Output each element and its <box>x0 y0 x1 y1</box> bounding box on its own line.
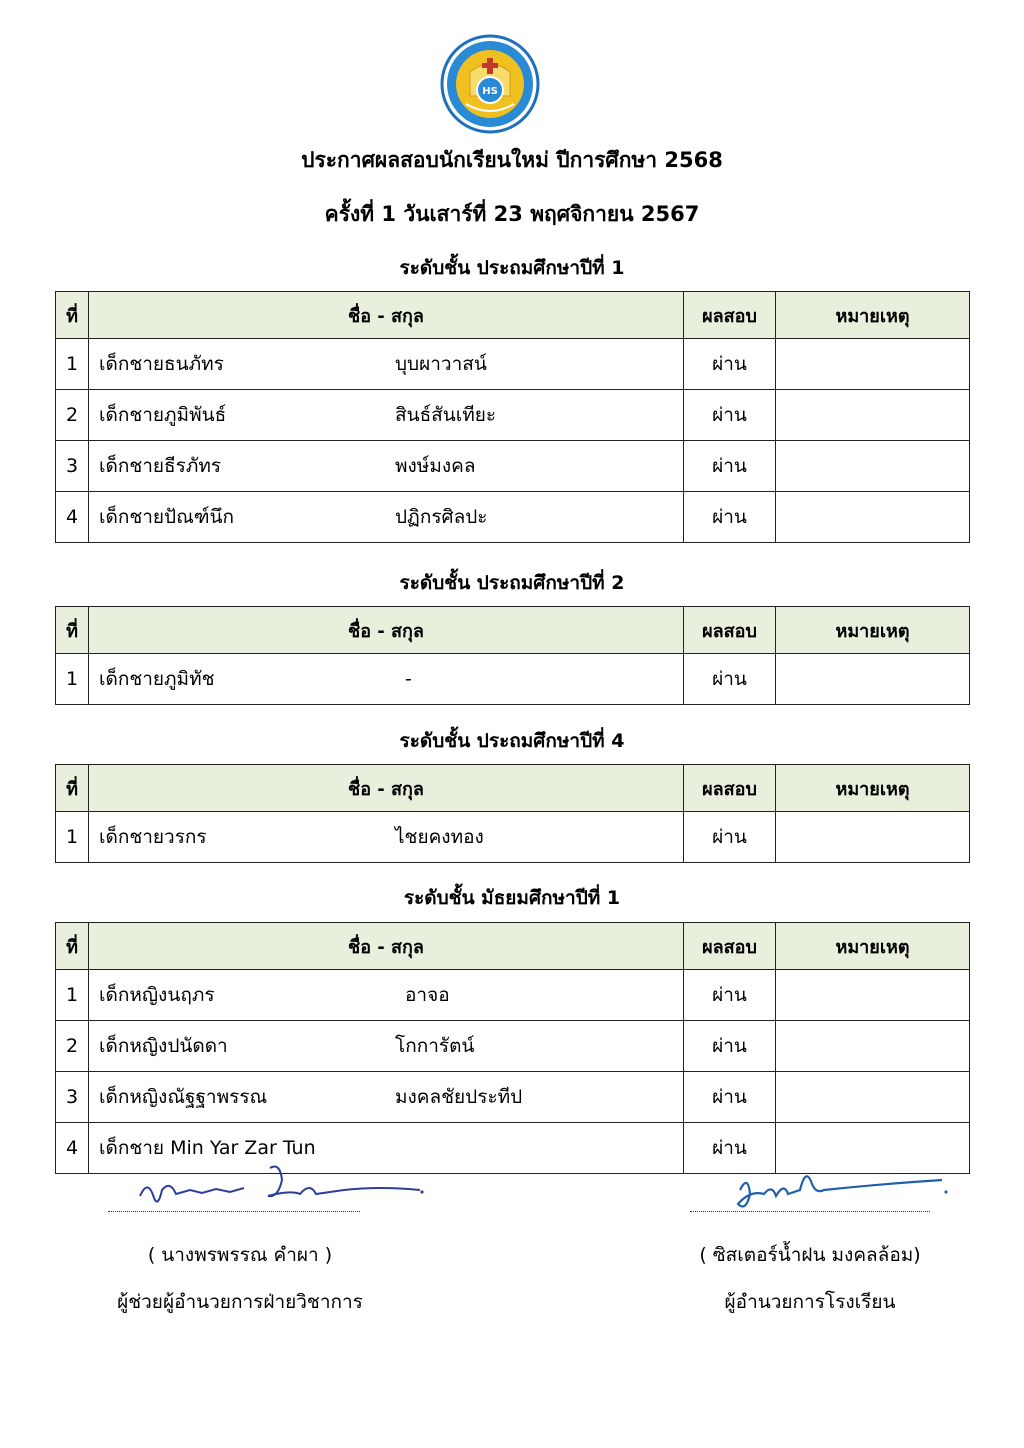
last-name: มงคลชัยประทีป <box>395 1086 523 1108</box>
last-name: บุบผาวาสน์ <box>395 353 487 375</box>
results-table <box>55 606 970 705</box>
col-result-header: ผลสอบ <box>684 765 776 812</box>
table-row <box>56 1072 970 1123</box>
announcement-title: ประกาศผลสอบนักเรียนใหม่ ปีการศึกษา 2568 <box>301 148 723 172</box>
exam-result: ผ่าน <box>684 441 776 492</box>
first-name: เด็กชายธีรภัทร <box>99 455 222 477</box>
first-name: เด็กชาย Min Yar Zar Tun <box>99 1137 316 1159</box>
school-emblem-icon <box>440 34 540 134</box>
level-heading: ระดับชั้น มัธยมศึกษาปีที่ 1 <box>403 887 621 909</box>
student-name <box>89 1072 684 1123</box>
row-number: 3 <box>56 441 89 492</box>
row-number: 2 <box>56 1021 89 1072</box>
right-signer-name: ( ซิสเตอร์น้ำฝน มงคลล้อม) <box>699 1244 921 1266</box>
first-name: เด็กหญิงนฤภร <box>99 984 215 1006</box>
note-cell <box>776 970 970 1021</box>
col-no-header: ที่ <box>56 607 89 654</box>
row-number: 1 <box>56 970 89 1021</box>
student-name <box>89 441 684 492</box>
level-heading: ระดับชั้น ประถมศึกษาปีที่ 4 <box>399 730 625 752</box>
col-note-header: หมายเหตุ <box>776 923 970 970</box>
col-note-header: หมายเหตุ <box>776 765 970 812</box>
first-name: เด็กชายวรกร <box>99 826 207 848</box>
exam-result: ผ่าน <box>684 812 776 863</box>
col-result-header: ผลสอบ <box>684 607 776 654</box>
table-header-row <box>56 292 970 339</box>
last-name: อาจอ <box>405 984 450 1006</box>
last-name: ไชยคงทอง <box>395 826 484 848</box>
row-number: 1 <box>56 654 89 705</box>
first-name: เด็กชายธนภัทร <box>99 353 224 375</box>
row-number: 1 <box>56 812 89 863</box>
col-note-header: หมายเหตุ <box>776 607 970 654</box>
last-name: - <box>405 668 412 690</box>
row-number: 4 <box>56 492 89 543</box>
exam-result: ผ่าน <box>684 492 776 543</box>
note-cell <box>776 441 970 492</box>
row-number: 2 <box>56 390 89 441</box>
exam-result: ผ่าน <box>684 654 776 705</box>
col-no-header: ที่ <box>56 923 89 970</box>
note-cell <box>776 812 970 863</box>
results-table <box>55 291 970 543</box>
col-name-header: ชื่อ - สกุล <box>89 923 684 970</box>
table-row <box>56 390 970 441</box>
first-name: เด็กชายปัณฑ์นึก <box>99 506 234 528</box>
note-cell <box>776 492 970 543</box>
col-no-header: ที่ <box>56 765 89 812</box>
announcement-date: ครั้งที่ 1 วันเสาร์ที่ 23 พฤศจิกายน 2567 <box>324 202 700 226</box>
student-name <box>89 492 684 543</box>
student-name <box>89 970 684 1021</box>
exam-result: ผ่าน <box>684 339 776 390</box>
table-header-row <box>56 607 970 654</box>
first-name: เด็กชายภูมิทัช <box>99 668 215 690</box>
student-name <box>89 812 684 863</box>
student-name <box>89 390 684 441</box>
level-heading: ระดับชั้น ประถมศึกษาปีที่ 2 <box>399 572 625 594</box>
row-number: 1 <box>56 339 89 390</box>
student-name <box>89 339 684 390</box>
note-cell <box>776 1021 970 1072</box>
signature-line <box>690 1211 930 1212</box>
table-row <box>56 339 970 390</box>
table-row <box>56 812 970 863</box>
col-note-header: หมายเหตุ <box>776 292 970 339</box>
row-number: 3 <box>56 1072 89 1123</box>
col-result-header: ผลสอบ <box>684 292 776 339</box>
results-table <box>55 764 970 863</box>
exam-result: ผ่าน <box>684 970 776 1021</box>
note-cell <box>776 1072 970 1123</box>
signature-line <box>108 1211 360 1212</box>
col-name-header: ชื่อ - สกุล <box>89 292 684 339</box>
table-header-row <box>56 923 970 970</box>
first-name: เด็กชายภูมิพันธ์ <box>99 404 227 426</box>
level-heading: ระดับชั้น ประถมศึกษาปีที่ 1 <box>399 257 625 279</box>
last-name: โกการัตน์ <box>395 1035 475 1057</box>
right-signer-position: ผู้อำนวยการโรงเรียน <box>724 1291 896 1313</box>
exam-result: ผ่าน <box>684 390 776 441</box>
table-row <box>56 441 970 492</box>
note-cell <box>776 390 970 441</box>
exam-result: ผ่าน <box>684 1123 776 1174</box>
note-cell <box>776 654 970 705</box>
table-row <box>56 1021 970 1072</box>
table-row <box>56 492 970 543</box>
student-name <box>89 654 684 705</box>
last-name: พงษ์มงคล <box>395 455 476 477</box>
note-cell <box>776 339 970 390</box>
table-row <box>56 970 970 1021</box>
col-no-header: ที่ <box>56 292 89 339</box>
student-name <box>89 1021 684 1072</box>
left-signer-name: ( นางพรพรรณ คำผา ) <box>147 1244 333 1266</box>
first-name: เด็กหญิงปนัดดา <box>99 1035 228 1057</box>
col-name-header: ชื่อ - สกุล <box>89 607 684 654</box>
results-table <box>55 922 970 1174</box>
col-result-header: ผลสอบ <box>684 923 776 970</box>
exam-result: ผ่าน <box>684 1072 776 1123</box>
last-name: สินธ์สันเทียะ <box>395 404 497 426</box>
last-name: ปฏิกรศิลปะ <box>395 506 488 528</box>
left-signer-position: ผู้ช่วยผู้อำนวยการฝ่ายวิชาการ <box>117 1291 363 1313</box>
table-header-row <box>56 765 970 812</box>
col-name-header: ชื่อ - สกุล <box>89 765 684 812</box>
exam-result: ผ่าน <box>684 1021 776 1072</box>
first-name: เด็กหญิงณัฐฐาพรรณ <box>99 1086 268 1108</box>
svg-text:HS: HS <box>482 86 498 97</box>
row-number: 4 <box>56 1123 89 1174</box>
table-row <box>56 654 970 705</box>
